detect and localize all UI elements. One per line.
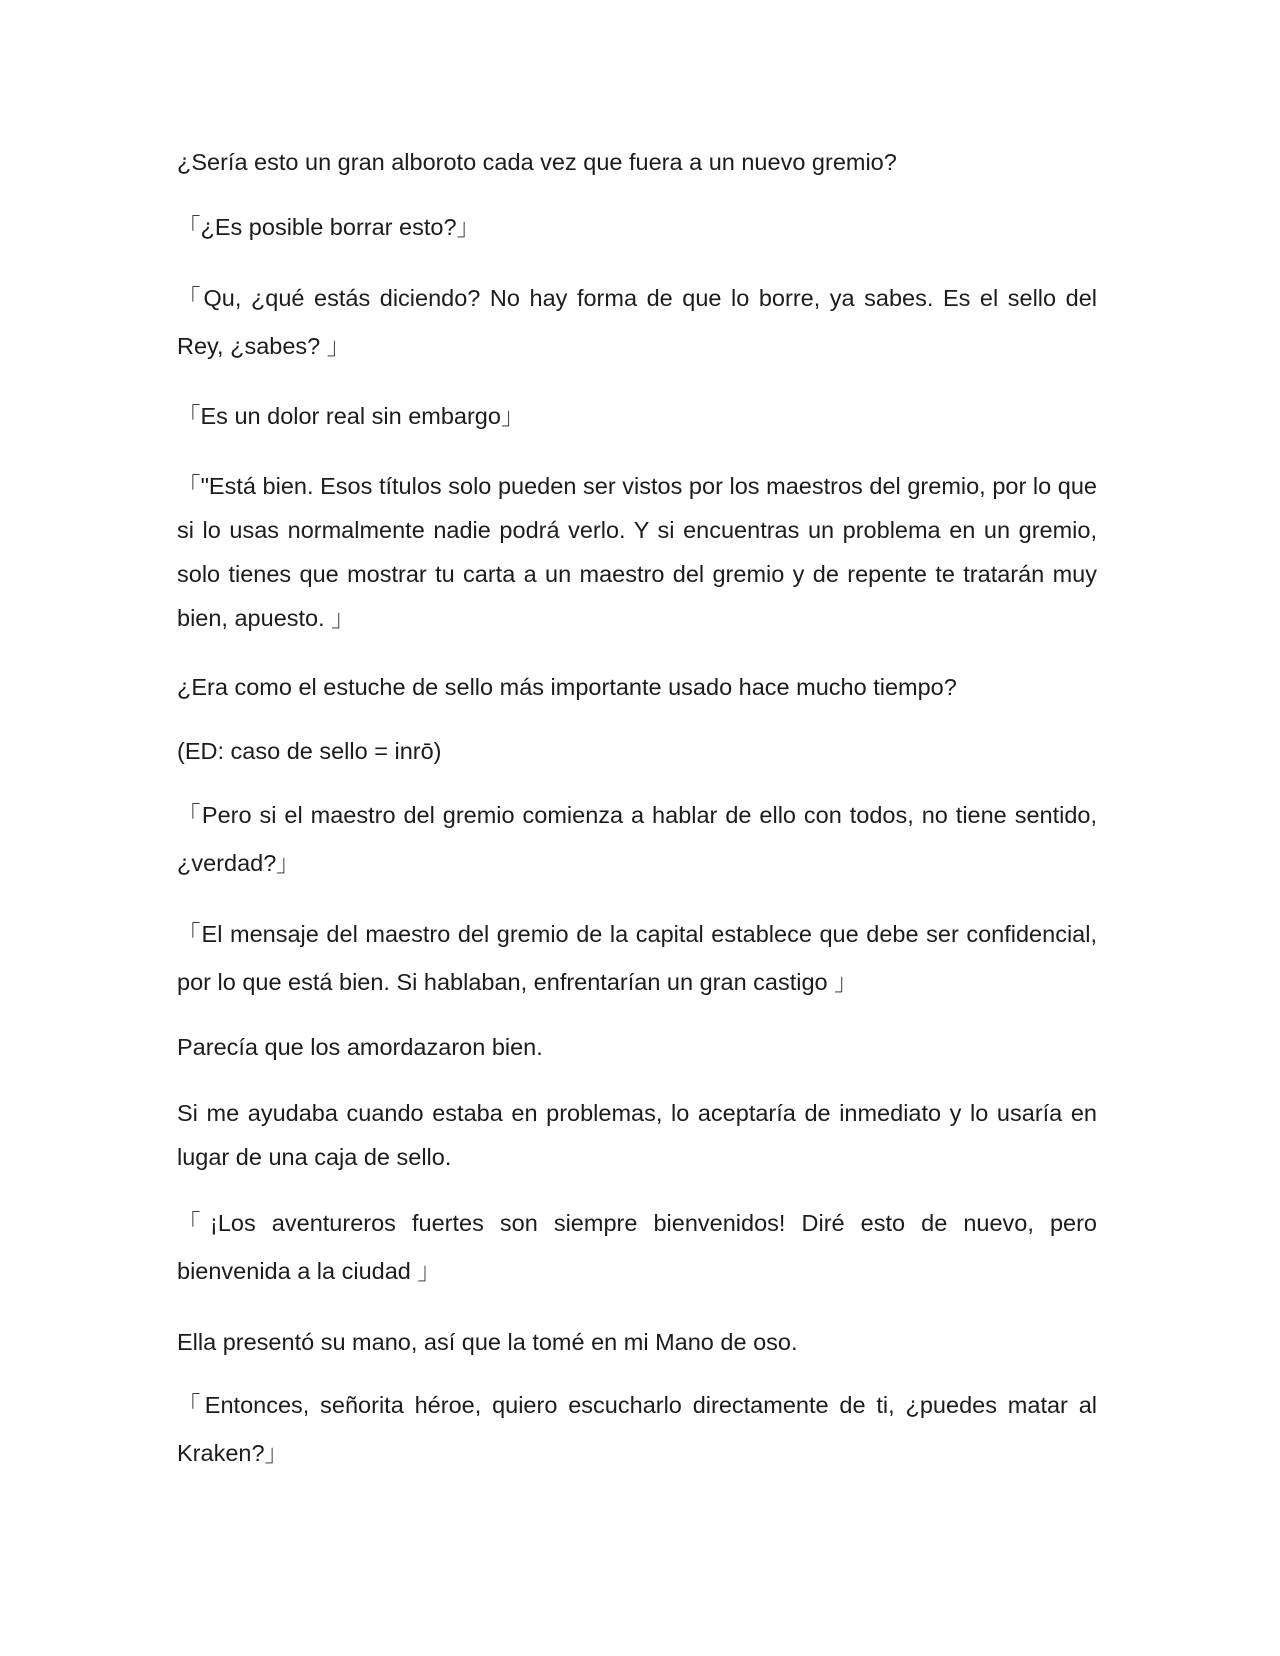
narration-paragraph: Parecía que los amordazaron bien.	[177, 1034, 543, 1060]
narration-paragraph: Si me ayudaba cuando estaba en problemas, lo aceptaría de inmediato y lo usaría en lugar de una caja de sello.	[177, 1100, 1097, 1170]
dialogue-paragraph: 「Qu, ¿qué estás diciendo? No hay forma de que lo borre, ya sabes. Es el sello del Rey, ¿sabes? 」	[177, 285, 1097, 359]
narration-paragraph: ¿Era como el estuche de sello más importante usado hace mucho tiempo?	[177, 674, 957, 700]
narration-paragraph: Ella presentó su mano, así que la tomé en mi Mano de oso.	[177, 1329, 798, 1355]
dialogue-paragraph: 「El mensaje del maestro del gremio de la capital establece que debe ser confidencial, por lo que está bien. Si hablaban, enfrentarían un gran castigo 」	[177, 921, 1097, 995]
dialogue-paragraph: 「Pero si el maestro del gremio comienza a hablar de ello con todos, no tiene sentido, ¿verdad?」	[177, 802, 1097, 876]
dialogue-paragraph: 「¿Es posible borrar esto?」	[177, 214, 481, 240]
dialogue-paragraph: 「"Está bien. Esos títulos solo pueden ser vistos por los maestros del gremio, por lo que si lo usas normalmente nadie podrá verlo. Y si encuentras un problema en un gremio, solo tienes que mostrar tu carta a un maestro del gremio y de repente te tratarán muy bien, apuesto. 」	[177, 473, 1097, 631]
dialogue-paragraph: 「Entonces, señorita héroe, quiero escucharlo directamente de ti, ¿puedes matar al Kraken?」	[177, 1392, 1097, 1466]
dialogue-paragraph: 「¡Los aventureros fuertes son siempre bienvenidos! Diré esto de nuevo, pero bienvenida a la ciudad 」	[177, 1210, 1097, 1284]
editor-note: (ED: caso de sello = inrō)	[177, 738, 442, 764]
dialogue-paragraph: 「Es un dolor real sin embargo」	[177, 403, 525, 429]
narration-paragraph: ¿Sería esto un gran alboroto cada vez que fuera a un nuevo gremio?	[177, 149, 897, 175]
